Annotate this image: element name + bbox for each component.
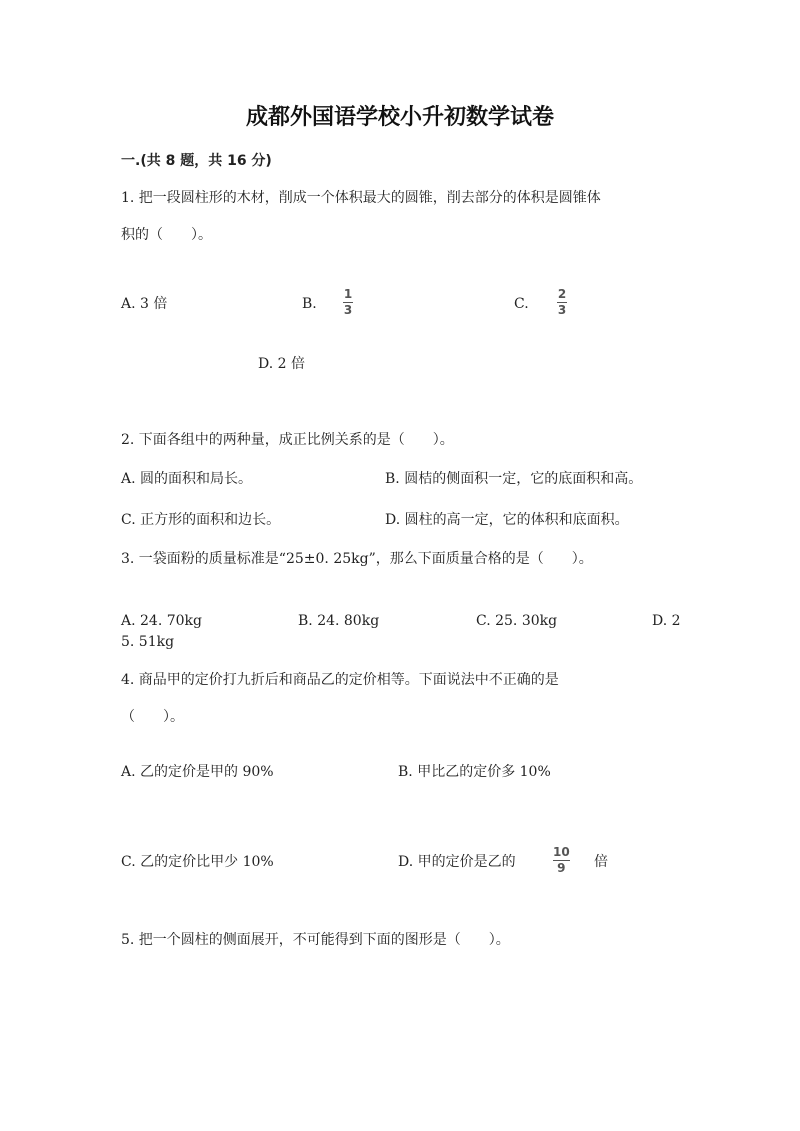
question-5-stem: 5. 把一个圆柱的侧面展开，不可能得到下面的图形是（ ）。 [121, 932, 510, 948]
page-title: 成都外国语学校小升初数学试卷 [245, 105, 554, 130]
question-1-option-c-fraction [557, 288, 567, 317]
question-4-stem-line1: 4. 商品甲的定价打九折后和商品乙的定价相等。下面说法中不正确的是 [121, 672, 559, 688]
fraction-numerator: 10 [553, 845, 570, 859]
question-4-option-d-fraction [553, 846, 570, 875]
fraction-numerator: 2 [557, 287, 567, 301]
fraction-numerator: 1 [343, 287, 353, 301]
question-4-option-c: C. 乙的定价比甲少 10% [121, 854, 274, 870]
question-1-stem-line1: 1. 把一段圆柱形的木材，削成一个体积最大的圆锥，削去部分的体积是圆锥体 [121, 190, 601, 206]
section-header: 一.(共 8 题，共 16 分) [121, 153, 272, 169]
question-2-option-b: B. 圆桔的侧面积一定，它的底面积和高。 [385, 471, 643, 487]
question-2-option-c: C. 正方形的面积和边长。 [121, 512, 281, 528]
question-3-stem: 3. 一袋面粉的质量标准是“25±0. 25kg”，那么下面质量合格的是（ ）。 [121, 551, 593, 567]
question-4-option-b: B. 甲比乙的定价多 10% [398, 764, 551, 780]
question-4-option-a: A. 乙的定价是甲的 90% [121, 764, 274, 780]
question-3-option-d-part1: D. 2 [652, 613, 681, 629]
fraction-denominator: 9 [557, 861, 566, 875]
question-1-stem-line2: 积的（ ）。 [121, 227, 212, 243]
question-3-option-b: B. 24. 80kg [298, 613, 380, 629]
question-3-option-d-part2: 5. 51kg [121, 634, 175, 650]
question-3-option-c: C. 25. 30kg [476, 613, 558, 629]
fraction-denominator: 3 [343, 303, 353, 317]
question-4-stem-line2: （ ）。 [121, 709, 184, 725]
question-1-option-d: D. 2 倍 [258, 356, 305, 372]
question-1-option-b-label: B. [302, 296, 317, 312]
question-1-option-a: A. 3 倍 [121, 296, 168, 312]
question-4-option-d-suffix: 倍 [594, 854, 608, 870]
question-2-option-a: A. 圆的面积和局长。 [121, 471, 253, 487]
question-2-stem: 2. 下面各组中的两种量，成正比例关系的是（ ）。 [121, 432, 454, 448]
question-2-option-d: D. 圆柱的高一定，它的体积和底面积。 [385, 512, 629, 528]
question-3-option-a: A. 24. 70kg [121, 613, 202, 629]
fraction-denominator: 3 [557, 303, 567, 317]
question-1-option-c-label: C. [514, 296, 529, 312]
question-1-option-b-fraction [343, 288, 353, 317]
question-4-option-d-prefix: D. 甲的定价是乙的 [398, 854, 516, 870]
